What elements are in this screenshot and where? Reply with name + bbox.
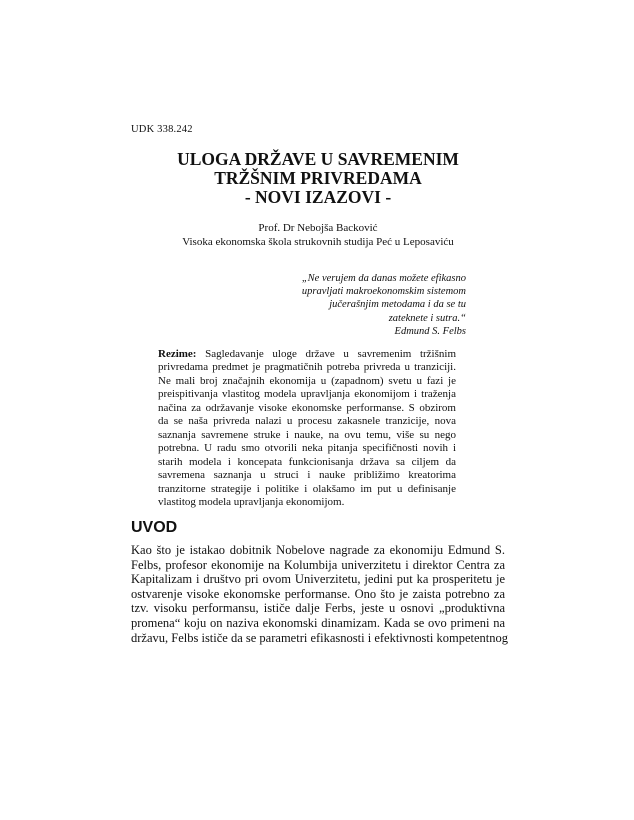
epigraph bbox=[302, 272, 466, 338]
abstract-text: Sagledavanje uloge države u savremenim tržišnim privredama predmet je pragmatičnih potreba privreda u tranziciji. Ne mali broj značajnih ekonomija u (zapadnom) svetu u fazi je preispitivanja vlastitog modela upravljanja ekonomijom i traženja načina za održavanje visoke ekonomske performanse. S obzirom da se naša privreda nalazi u procesu zakasnele tranzicije, nova saznanja savremene struke i nauke, na ovu temu, više su nego potrebna. U radu smo otvorili neka pitanja specifičnosti novih i starih modela i koncepata funkcionisanja država sa ciljem da savremena saznanja u struci i nauke približimo kreatorima tranzitorne strategije i politike i olakšamo im put u definisanje vlastitog modela upravljanja ekonomijom. bbox=[158, 348, 457, 508]
epigraph-line: zateknete i sutra.“ bbox=[388, 312, 466, 324]
body-line: tzv. visoku performansu, ističe dalje Ferbs, jeste u osnovi „produktivna bbox=[131, 601, 505, 616]
body-line: Kao što je istakao dobitnik Nobelove nagrade za ekonomiju Edmund S. bbox=[131, 543, 505, 557]
title-line-3: - NOVI IZAZOVI - bbox=[244, 187, 392, 207]
section-heading: UVOD bbox=[131, 519, 178, 536]
epigraph-line: jučerašnjim metodama i da se tu bbox=[329, 299, 466, 311]
title-line-1: ULOGA DRŽAVE U SAVREMENIM bbox=[177, 149, 459, 169]
body-line: Felbs, profesor ekonomije na Kolumbija univerzitetu i direktor Centra za bbox=[131, 557, 505, 572]
body-line: Kapitalizam i društvo pri ovom Univerzitetu, jedini put ka prosperitetu je bbox=[131, 572, 505, 587]
title-line-2: TRŽŠNIM PRIVREDAMA bbox=[214, 168, 422, 188]
body-paragraph bbox=[131, 543, 508, 645]
body-line: ostvarenje visoke ekonomske performanse. Ono što je zaista potrebno za bbox=[131, 586, 505, 601]
udk-code: UDK 338.242 bbox=[131, 124, 193, 135]
epigraph-line: „Ne verujem da danas možete efikasno bbox=[301, 273, 466, 284]
epigraph-attribution: Edmund S. Felbs bbox=[394, 325, 466, 337]
abstract bbox=[158, 348, 456, 509]
author-institution: Visoka ekonomska škola strukovnih studija Peć u Leposaviću bbox=[182, 236, 454, 248]
body-line: promena“ koju on naziva ekonomski dinamizam. Kada se ovo primeni na bbox=[131, 615, 505, 630]
author-name: Prof. Dr Nebojša Backović bbox=[258, 222, 378, 234]
epigraph-line: upravljati makroekonomskim sistemom bbox=[301, 286, 466, 298]
body-line: državu, Felbs ističe da se parametri efikasnosti i efektivnosti kompetentnog bbox=[131, 630, 508, 645]
abstract-label: Rezime: bbox=[158, 348, 197, 360]
